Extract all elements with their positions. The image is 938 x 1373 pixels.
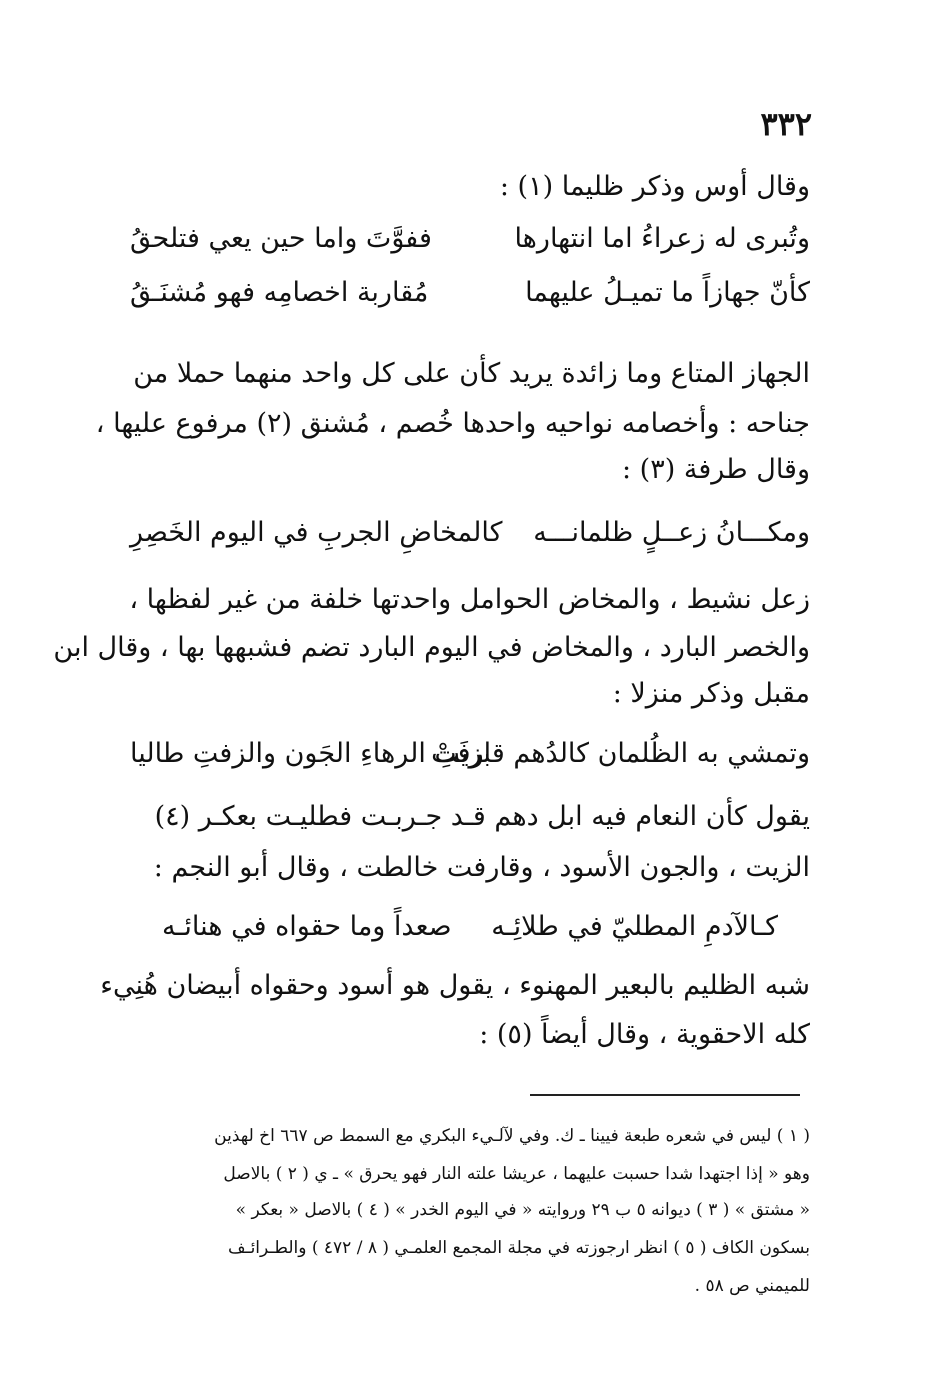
verse-second-hemistich: ففوَّتَ واما حين يعي فتلحقُ [130, 223, 432, 254]
commentary-line: يقول كأن النعام فيه ابل دهم قـد جـربـت فطليـت بعكـر (٤) [154, 801, 810, 832]
footnote-line: « مشتق » ( ٣ ) ديوانه ٥ ب ٢٩ وروايته « في اليوم الخدر » ( ٤ ) بالاصل « بعكر » [235, 1200, 810, 1220]
commentary-line: جناحه : وأخصامه نواحيه واحدها خُصم ، مُشنق (٢) مرفوع عليها ، [95, 408, 810, 439]
verse-line [130, 272, 810, 314]
verse-first-hemistich: وتمشي به الظُلمان كالدُهم قارفَتْ [431, 738, 810, 769]
commentary-line: وقال طرفة (٣) : [622, 454, 810, 485]
verse-line [130, 733, 810, 775]
verse-line [130, 512, 810, 554]
page-number: ٣٣٢ [760, 105, 812, 143]
commentary-line: الزيت ، والجون الأسود ، وقارفت خالطت ، وقال أبو النجم : [153, 852, 810, 883]
footnote-separator [530, 1094, 800, 1096]
verse-first-hemistich: كأنّ جهازاً ما تميـلُ عليهما [525, 277, 810, 308]
commentary-line: كله الاحقوية ، وقال أيضاً (٥) : [479, 1019, 810, 1050]
footnote-line: ( ١ ) ليس في شعره طبعة فيينا ـ ك. وفي لآلـيء البكري مع السمط ص ٦٦٧ اخ لهذين [214, 1126, 810, 1146]
commentary-line: زعل نشيط ، والمخاض الحوامل واحدتها خلفة من غير لفظها ، [129, 584, 810, 615]
verse-second-hemistich: صعداً وما حقواه في هنائـه [162, 911, 452, 942]
verse-second-hemistich: مُقاربة اخصامِه فهو مُشنَـقُ [130, 277, 429, 308]
verse-line [130, 218, 810, 260]
footnote-line: بسكون الكاف ( ٥ ) انظر ارجوزته في مجلة المجمع العلمـي ( ٨ / ٤٧٢ ) والطـرائـف [228, 1238, 810, 1258]
footnote-line: وهو « إذا اجتهدا شدا حسبت عليهما ، عريشا علته النار فهو يحرق » ـ ي ( ٢ ) بالاصل [223, 1164, 810, 1184]
verse-second-hemistich: كالمخاضِ الجربِ في اليوم الخَصِرِ [130, 517, 503, 548]
commentary-line: شبه الظليم بالبعير المهنوء ، يقول هو أسود وحقواه أبيضان هُنِيء [100, 970, 810, 1001]
commentary-line: الجهاز المتاع وما زائدة يريد كأن على كل واحد منهما حملا من [133, 358, 810, 389]
verse-first-hemistich: كـالآدمِ المطليّ في طلائِـه [491, 911, 778, 942]
verse-first-hemistich: وتُبرى له زعراءُ اما انتهارها [514, 223, 810, 254]
commentary-line: مقبل وذكر منزلا : [612, 678, 810, 709]
verse-line [130, 906, 810, 948]
verse-first-hemistich: ومكـــانُ زعــلٍ ظلمانـــه [533, 517, 810, 548]
verse-second-hemistich: بزيتِ الرهاءِ الجَون والزفتِ طاليا [130, 738, 491, 769]
commentary-line: والخصر البارد ، والمخاض في اليوم البارد تضم فشبهها بها ، وقال ابن [53, 632, 810, 663]
footnote-line: للميمني ص ٥٨ . [694, 1276, 810, 1296]
intro-line: وقال أوس وذكر ظليما (١) : [499, 171, 810, 202]
